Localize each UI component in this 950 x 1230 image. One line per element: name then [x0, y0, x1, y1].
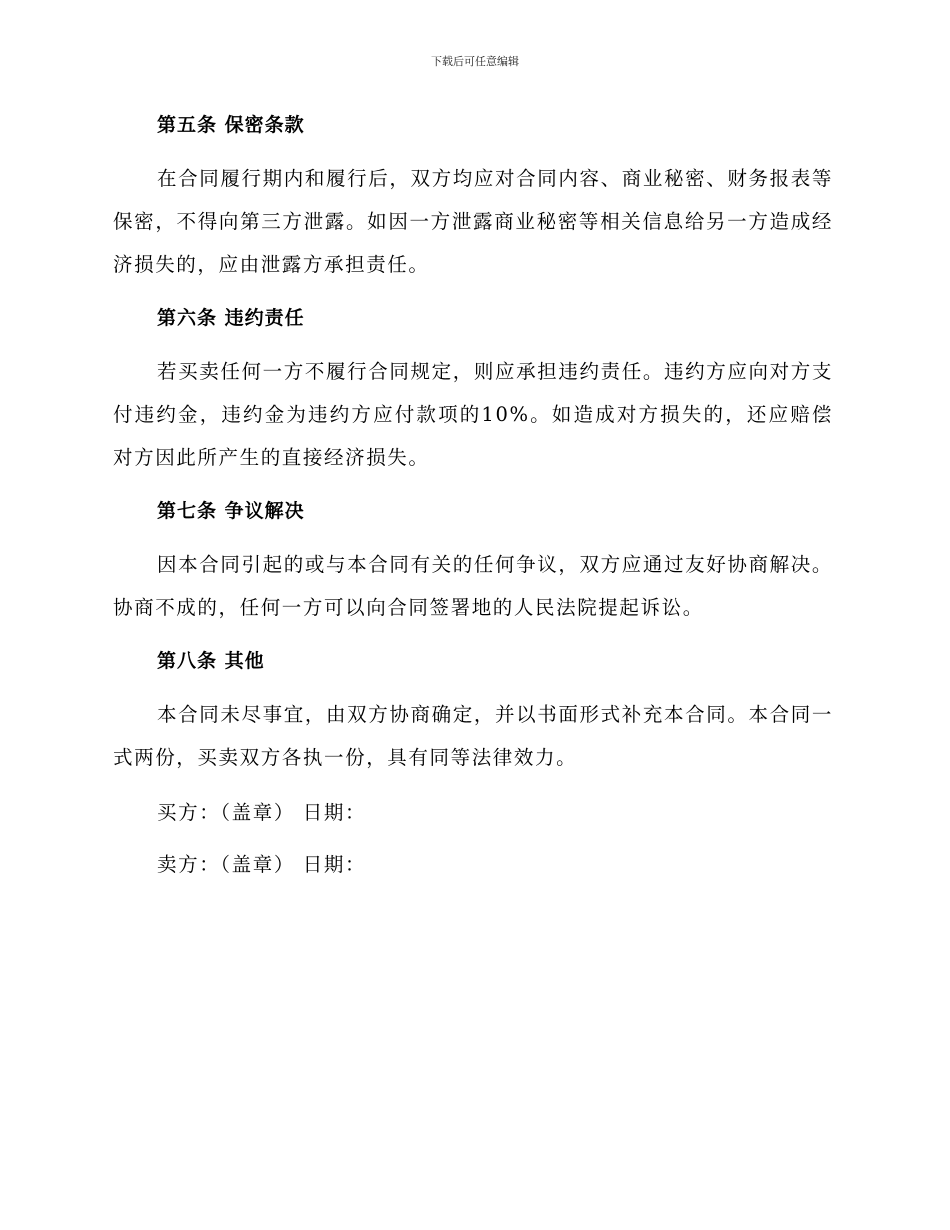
section-body-other: 本合同未尽事宜，由双方协商确定，并以书面形式补充本合同。本合同一式两份，买卖双方各执一份，具有同等法律效力。 — [113, 703, 833, 769]
buyer-signature-line: 买方：（盖章） 日期： — [157, 801, 367, 824]
section-heading-dispute: 第七条 争议解决 — [157, 500, 305, 522]
section-body-liability: 若买卖任何一方不履行合同规定，则应承担违约责任。违约方应向对方支付违约金，违约金为违约方应付款项的10%。如造成对方损失的，还应赔偿对方因此所产生的直接经济损失。 — [113, 360, 833, 469]
section-body-confidentiality: 在合同履行期内和履行后，双方均应对合同内容、商业秘密、财务报表等保密，不得向第三方泄露。如因一方泄露商业秘密等相关信息给另一方造成经济损失的，应由泄露方承担责任。 — [113, 167, 833, 276]
page-header: 下载后可任意编辑 — [431, 55, 519, 68]
section-body-dispute: 因本合同引起的或与本合同有关的任何争议，双方应通过友好协商解决。协商不成的，任何一方可以向合同签署地的人民法院提起诉讼。 — [113, 553, 833, 619]
section-heading-confidentiality: 第五条 保密条款 — [157, 114, 305, 136]
document-body — [113, 108, 833, 898]
section-heading-liability: 第六条 违约责任 — [157, 307, 305, 329]
section-heading-other: 第八条 其他 — [157, 650, 265, 672]
seller-signature-line: 卖方：（盖章） 日期： — [157, 853, 367, 876]
